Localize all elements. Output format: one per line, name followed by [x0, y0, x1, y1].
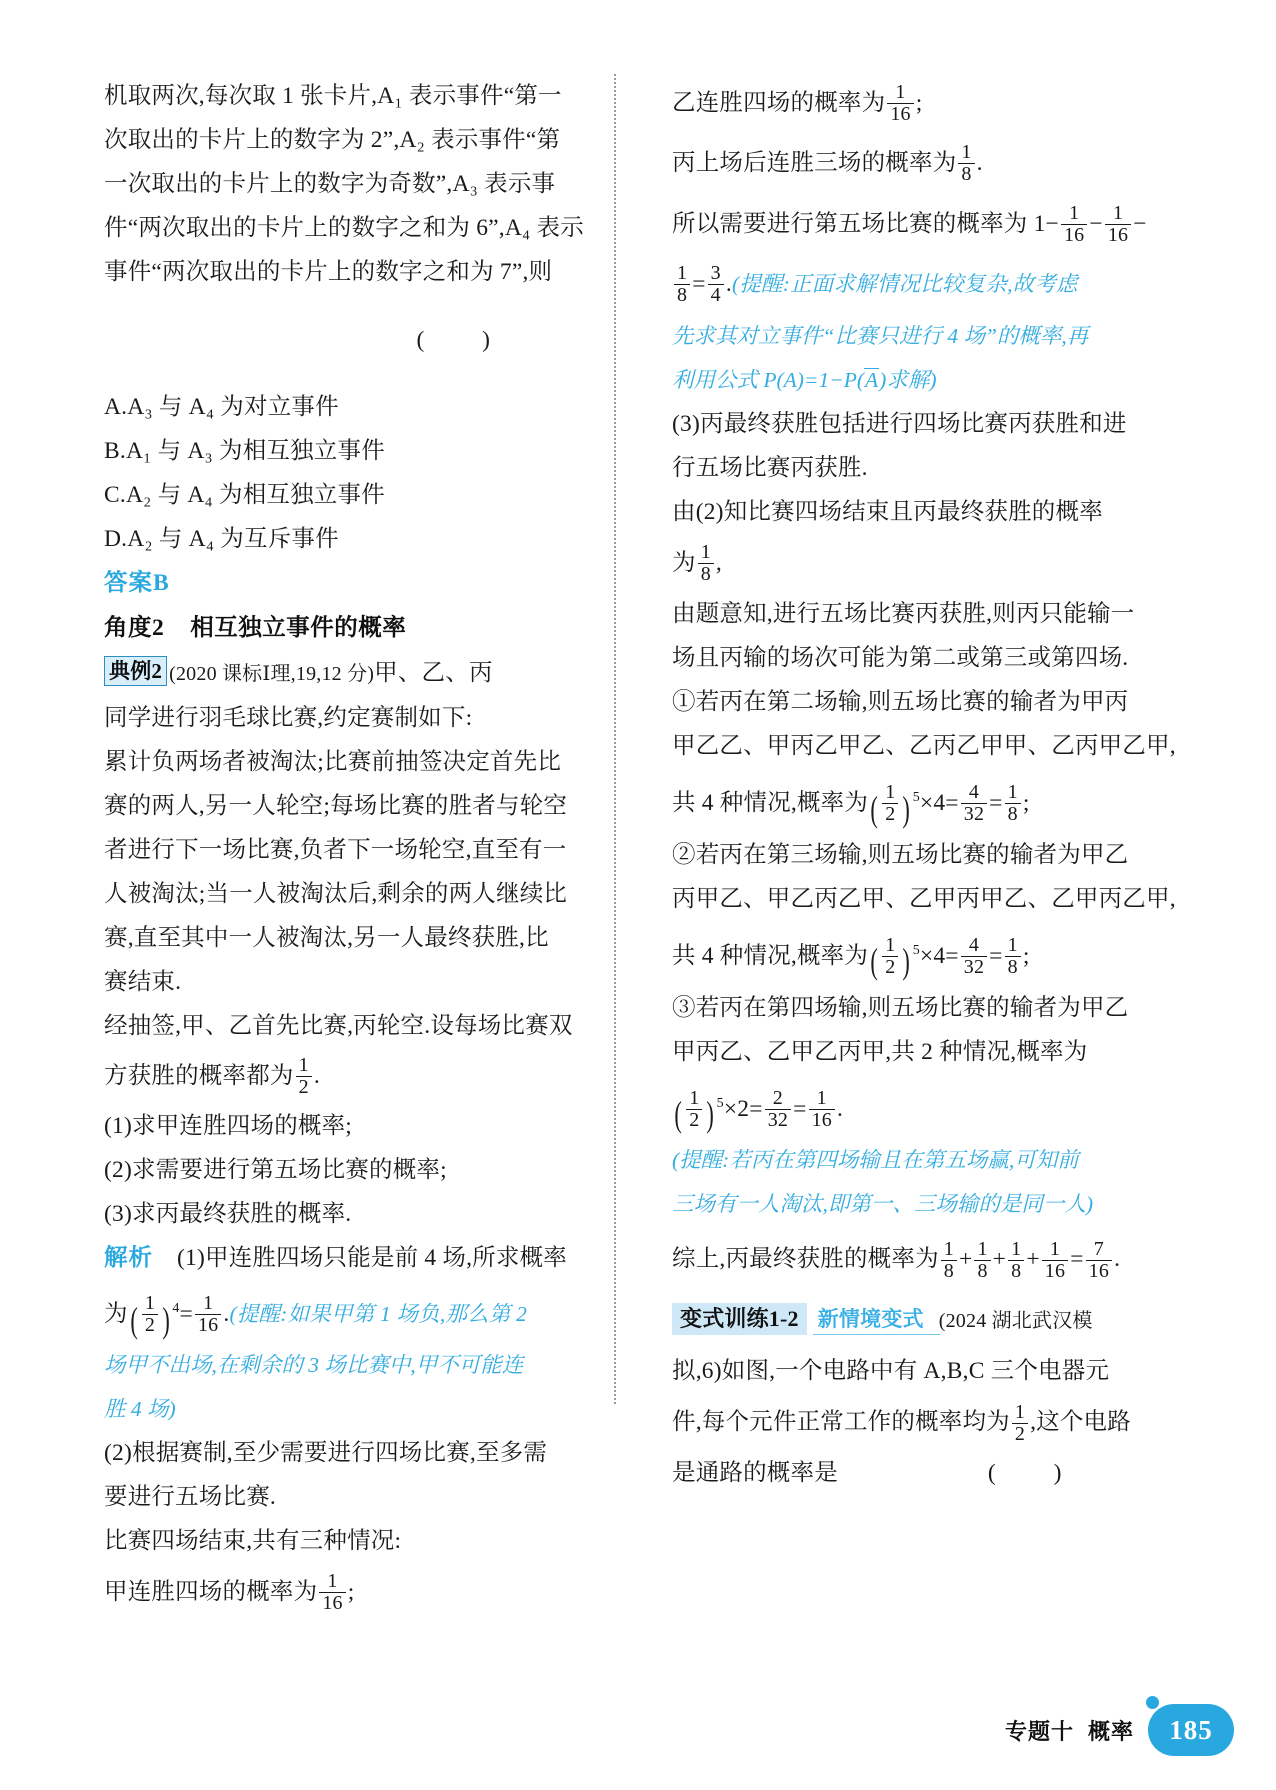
bianshi-source: (2024 湖北武汉模 [938, 1310, 1093, 1333]
multiplier: ×4 [919, 789, 946, 816]
decorative-dot [1146, 1696, 1159, 1709]
period: . [223, 1300, 230, 1327]
stem-line: 一次取出的卡片上的数字为奇数”,A₃ 表示事 [104, 171, 556, 197]
comma: , [715, 550, 722, 576]
example-line: 赛的两人,另一人轮空;每场比赛的胜者与轮空 [104, 793, 568, 819]
equals-sign: = [989, 789, 1003, 816]
example-line: 人被淘汰;当一人被淘汰后,剩余的两人继续比 [104, 881, 568, 907]
fraction-1-16: $\frac{1}{16}$ [1061, 203, 1087, 246]
bianshi-header [672, 1292, 1150, 1349]
case2-line: ②若丙在第三场输,则五场比赛的输者为甲乙 [672, 841, 1129, 868]
footer-topic: 专题十 [1004, 1718, 1074, 1744]
fifth-game-result-line [672, 254, 1150, 314]
calc-prefix: 共 4 种情况,概率为 [672, 942, 869, 969]
exponent: 5 [716, 1095, 724, 1111]
bianshi-last-line [672, 1451, 1150, 1495]
note-formula-suffix: )求解) [879, 368, 937, 392]
case1-line: 甲乙乙、甲丙乙甲乙、乙丙乙甲甲、乙丙甲乙甲, [672, 733, 1176, 759]
part2-line: 要进行五场比赛. [104, 1483, 276, 1510]
example-intro: 甲、乙、丙 [374, 660, 493, 686]
example-line: 同学进行羽毛球比赛,约定赛制如下: [104, 705, 473, 731]
minus-sign: − [1089, 211, 1103, 237]
angle-title: 相互独立事件的概率 [190, 615, 407, 641]
note-line: (提醒:若丙在第四场输且在第五场赢,可知前 [672, 1148, 1079, 1173]
semicolon: ; [1022, 789, 1030, 816]
note-line: 胜 4 场) [104, 1396, 176, 1421]
right-paren: ) [902, 788, 911, 829]
operator: + [1026, 1246, 1040, 1273]
note-text: (提醒:正面求解情况比较复杂,故考虑 [731, 272, 1078, 296]
fraction-term: $\frac{1}{16}$ [1042, 1239, 1068, 1282]
left-column [104, 74, 600, 1615]
option-a[interactable]: A.A₃ 与 A₄ 为对立事件 [104, 394, 339, 420]
option-d[interactable]: D.A₂ 与 A₄ 为互斥事件 [104, 526, 339, 552]
exponent: 4 [172, 1301, 180, 1316]
analysis-label: 解析 [104, 1245, 153, 1271]
fraction-1-8: $\frac{1}{8}$ [674, 263, 690, 306]
left-paren: ( [870, 941, 878, 982]
fraction-term: $\frac{1}{8}$ [941, 1239, 957, 1282]
complement-overline: A [865, 368, 879, 392]
example-source: (2020 课标Ⅰ理,19,12 分) [169, 663, 375, 685]
example-tag: 典例2 [104, 656, 167, 686]
stem-line: 次取出的卡片上的数字为 2”,A₂ 表示事件“第 [104, 127, 561, 153]
part3-line: (3)丙最终获胜包括进行四场比赛丙获胜和进 [672, 411, 1127, 437]
operator: = [1070, 1246, 1084, 1273]
period: . [1114, 1246, 1121, 1273]
jia-suffix: ; [347, 1578, 355, 1605]
case3-line: 甲丙乙、乙甲乙丙甲,共 2 种情况,概率为 [672, 1038, 1088, 1065]
bianshi-prob-line [672, 1393, 1150, 1451]
example-line: 经抽签,甲、乙首先比赛,丙轮空.设每场比赛双 [104, 1013, 573, 1039]
xinqing-tag: 新情境变式 [813, 1305, 929, 1335]
case2-line: 丙甲乙、甲乙丙乙甲、乙甲丙甲乙、乙甲丙乙甲, [672, 885, 1176, 912]
operator: + [992, 1246, 1007, 1273]
example-line: 累计负两场者被淘汰;比赛前抽签决定首先比 [104, 749, 562, 775]
fraction-1-8: $\frac{1}{8}$ [698, 542, 714, 585]
stem-line: 机取两次,每次取 1 张卡片,A₁ 表示事件“第一 [104, 83, 562, 109]
fraction-1-16: $\frac{1}{16}$ [809, 1088, 835, 1131]
fraction-4-32: $\frac{4}{32}$ [961, 782, 987, 825]
fraction-2-32: $\frac{2}{32}$ [765, 1088, 791, 1131]
right-column [632, 74, 1176, 1487]
bianshi-line: 拟,6)如图,一个电路中有 A,B,C 三个电器元 [672, 1358, 1110, 1385]
angle-heading [104, 605, 582, 651]
equals-sign: = [989, 942, 1003, 969]
page-footer [0, 1698, 1276, 1756]
fraction-term: $\frac{1}{8}$ [1008, 1239, 1024, 1282]
fraction-base: $\frac{1}{2}$ [882, 935, 898, 978]
wei-prefix: 为 [672, 550, 696, 576]
fraction-base: $\frac{1}{2}$ [882, 782, 898, 825]
left-paren: ( [870, 788, 878, 829]
from-part2-line: 由(2)知比赛四场结束且丙最终获胜的概率 [672, 499, 1103, 525]
probability-half-line [104, 1048, 582, 1104]
fraction-one-sixteenth: $\frac{1}{16}$ [319, 1571, 345, 1614]
multiplier: ×4 [919, 942, 946, 969]
option-c[interactable]: C.A₂ 与 A₄ 为相互独立事件 [104, 482, 385, 508]
case1-line: ①若丙在第二场输,则五场比赛的输者为甲丙 [672, 689, 1129, 715]
case3-calc-line [672, 1074, 1150, 1139]
note-formula-prefix: 利用公式 P(A)=1−P( [672, 368, 865, 392]
jia-prefix: 甲连胜四场的概率为 [104, 1578, 318, 1605]
analysis-formula-line [104, 1280, 582, 1343]
fraction-one-half: $\frac{1}{2}$ [1012, 1402, 1028, 1445]
fifth-game-line [672, 194, 1150, 254]
prob-suffix: ,这个电路 [1030, 1409, 1131, 1436]
case3-line: ③若丙在第四场输,则五场比赛的输者为甲乙 [672, 994, 1129, 1021]
part3-line: 行五场比赛丙获胜. [672, 455, 868, 481]
fraction-result-7-16: $\frac{7}{16}$ [1086, 1239, 1112, 1282]
part2-line: 比赛四场结束,共有三种情况: [104, 1527, 402, 1554]
fraction-one-half: $\frac{1}{2}$ [296, 1055, 312, 1098]
fraction-4-32: $\frac{4}{32}$ [961, 935, 987, 978]
bianshi-question: 是通路的概率是 [672, 1460, 838, 1487]
note-formula-line [672, 358, 1150, 402]
stem-line: 件“两次取出的卡片上的数字之和为 6”,A₄ 表示 [104, 215, 584, 241]
exponent: 5 [912, 790, 920, 805]
fraction-1-16: $\frac{1}{16}$ [1105, 203, 1131, 246]
case2-calc-line [672, 921, 1150, 986]
yi-suffix: ; [915, 90, 923, 116]
exponent: 5 [912, 942, 920, 958]
equals-sign: = [793, 1095, 807, 1122]
fraction-result: $\frac{1}{16}$ [195, 1293, 221, 1336]
multiplier: ×2 [723, 1095, 750, 1122]
option-b[interactable]: B.A₁ 与 A₃ 为相互独立事件 [104, 438, 385, 464]
equals-sign: = [945, 942, 959, 969]
minus-sign: − [1133, 211, 1147, 237]
fifth-prefix: 所以需要进行第五场比赛的概率为 1− [672, 211, 1059, 237]
fraction-1-8: $\frac{1}{8}$ [1005, 935, 1021, 978]
case-intro-line: 场且丙输的场次可能为第二或第三或第四场. [672, 645, 1129, 671]
two-column-body [104, 74, 1176, 1615]
right-paren: ) [706, 1094, 715, 1135]
note-line: 场甲不出场,在剩余的 3 场比赛中,甲不可能连 [104, 1352, 524, 1377]
jia-probability-line [104, 1563, 582, 1621]
example-line: 赛,直至其中一人被淘汰,另一人最终获胜,比 [104, 925, 549, 951]
note-line: 先求其对立事件“比赛只进行 4 场”的概率,再 [672, 324, 1089, 348]
angle-number: 角度2 [104, 615, 165, 641]
period: . [836, 1095, 844, 1122]
answer-blank: ( ) [416, 326, 516, 353]
equals-sign: = [945, 789, 959, 816]
fraction-1-8: $\frac{1}{8}$ [1005, 782, 1021, 825]
right-paren: ) [162, 1299, 170, 1340]
question-1: (1)求甲连胜四场的概率; [104, 1113, 353, 1139]
analysis-text: (1)甲连胜四场只能是前 4 场,所求概率 [177, 1245, 567, 1271]
fraction-base: $\frac{1}{2}$ [142, 1293, 158, 1336]
left-paren: ( [674, 1094, 682, 1135]
case-intro-line: 由题意知,进行五场比赛丙获胜,则丙只能输一 [672, 601, 1135, 627]
answer-label: 答案 [104, 570, 153, 596]
page-number [1148, 1704, 1234, 1756]
example-header [104, 651, 582, 696]
fraction-3-4: $\frac{3}{4}$ [708, 263, 724, 306]
semicolon: ; [1022, 942, 1030, 969]
analysis-row [104, 1236, 582, 1280]
right-paren: ) [902, 941, 911, 982]
stem-line: 事件“两次取出的卡片上的数字之和为 7”,则 [104, 259, 553, 285]
column-divider [614, 74, 616, 1404]
conclusion-line [672, 1226, 1150, 1292]
equals-sign: = [692, 271, 706, 297]
note-text: (提醒:如果甲第 1 场负,那么第 2 [229, 1301, 528, 1326]
bing-probability-line [672, 132, 1150, 194]
page-number-value: 185 [1169, 1714, 1213, 1745]
equals-sign: = [179, 1300, 193, 1327]
conclusion-prefix: 综上,丙最终获胜的概率为 [672, 1246, 939, 1273]
prob-suffix: . [313, 1063, 320, 1089]
formula-prefix: 为 [104, 1300, 128, 1327]
calc-prefix: 共 4 种情况,概率为 [672, 789, 869, 816]
prob-prefix: 方获胜的概率都为 [104, 1063, 294, 1089]
bianshi-tag: 变式训练1-2 [672, 1303, 807, 1335]
footer-subtopic: 概率 [1087, 1718, 1134, 1744]
answer-value: B [153, 570, 170, 596]
question-2: (2)求需要进行第五场比赛的概率; [104, 1157, 447, 1183]
fraction-base: $\frac{1}{2}$ [686, 1088, 702, 1131]
bing-prefix: 丙上场后连胜三场的概率为 [672, 150, 957, 176]
fraction-one-sixteenth: $\frac{1}{16}$ [887, 82, 913, 125]
operator: + [958, 1246, 973, 1273]
equals-sign: = [749, 1095, 763, 1122]
note-line: 三场有一人淘汰,即第一、三场输的是同一人) [672, 1192, 1094, 1217]
from-part2-value-line [672, 534, 1150, 592]
left-paren: ( [130, 1299, 138, 1340]
answer-row [104, 561, 582, 605]
example-line: 者进行下一场比赛,负者下一场轮空,直至有一 [104, 837, 567, 863]
fraction-term: $\frac{1}{8}$ [974, 1239, 990, 1282]
example-line: 赛结束. [104, 969, 182, 995]
question-3: (3)求丙最终获胜的概率. [104, 1201, 352, 1227]
yi-prefix: 乙连胜四场的概率为 [672, 90, 886, 116]
bing-suffix: . [976, 150, 983, 176]
answer-blank: ( ) [987, 1460, 1088, 1487]
period: . [725, 271, 732, 297]
prob-prefix: 件,每个元件正常工作的概率均为 [672, 1409, 1010, 1436]
fraction-one-eighth: $\frac{1}{8}$ [958, 142, 974, 185]
yi-probability-line [672, 74, 1150, 132]
case1-calc-line [672, 768, 1150, 833]
part2-line: (2)根据赛制,至少需要进行四场比赛,至多需 [104, 1439, 548, 1466]
